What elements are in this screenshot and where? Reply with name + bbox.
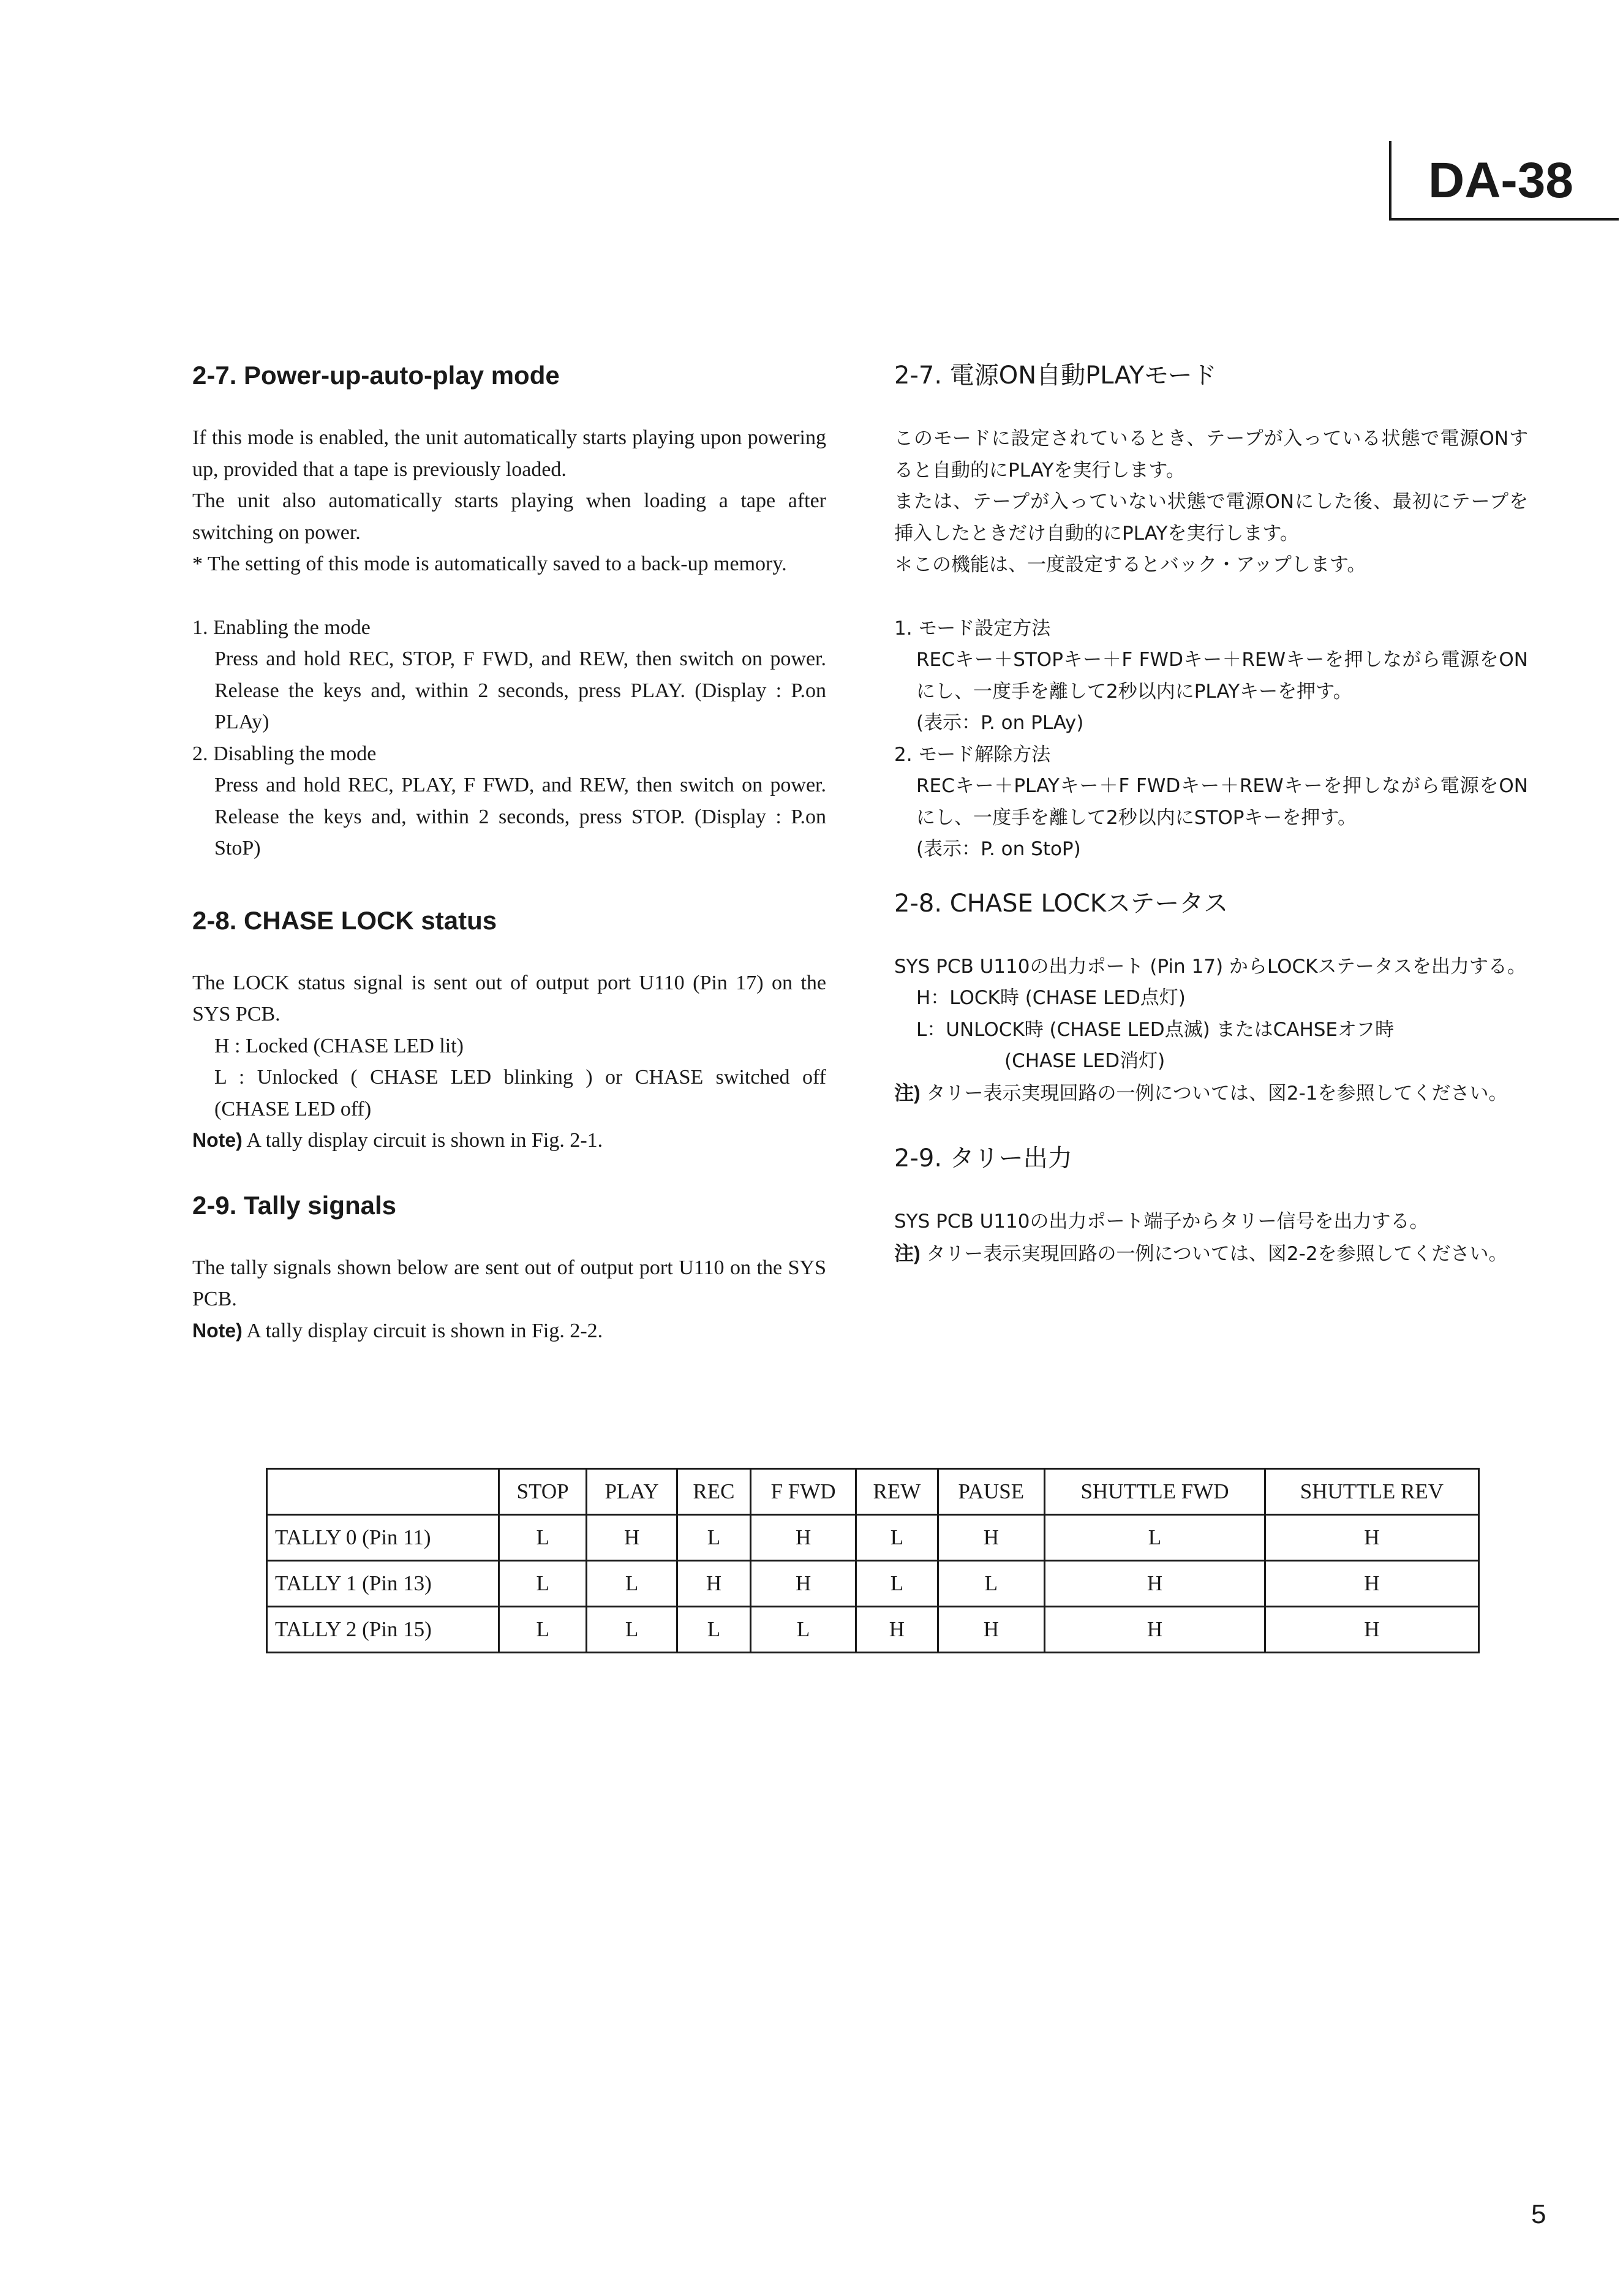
table-header: SHUTTLE FWD xyxy=(1045,1469,1265,1515)
table-cell: L xyxy=(587,1561,677,1607)
section-2-7-note: * The setting of this mode is automatically saved to a back-up memory. xyxy=(192,553,787,575)
lock-high-state: H : Locked (CHASE LED lit) xyxy=(214,1034,464,1057)
section-2-7-note-ja: ＊この機能は、一度設定するとバック・アップします。 xyxy=(894,554,1366,576)
table-cell: H xyxy=(856,1607,938,1653)
enable-mode-label-ja: 1. モード設定方法 xyxy=(894,617,1051,640)
table-header: PAUSE xyxy=(938,1469,1045,1515)
disable-mode-display-ja: (表示：P. on StoP) xyxy=(916,838,1081,860)
note-text-ja: タリー表示実現回路の一例については、図2-2を参照してください。 xyxy=(926,1242,1508,1265)
table-row xyxy=(267,1607,1479,1653)
section-2-7-paragraph-1: If this mode is enabled, the unit automatically starts playing upon powering up, provided that a tape is previously loaded. xyxy=(192,426,826,481)
section-2-9-title: 2-9. Tally signals xyxy=(192,1190,397,1220)
section-2-9-paragraph: The tally signals shown below are sent out of output port U110 on the SYS PCB. xyxy=(192,1256,826,1310)
table-header-row xyxy=(267,1469,1479,1515)
section-2-7-title-ja: 2-7. 電源ON自動PLAYモード xyxy=(894,361,1217,390)
english-column xyxy=(192,358,826,1346)
section-2-7-title: 2-7. Power-up-auto-play mode xyxy=(192,361,560,390)
section-2-8-title: 2-8. CHASE LOCK status xyxy=(192,905,497,935)
table-cell: H xyxy=(750,1561,856,1607)
table-cell: L xyxy=(499,1561,587,1607)
section-2-9-title-ja: 2-9. タリー出力 xyxy=(894,1144,1072,1173)
table-cell: L xyxy=(677,1607,750,1653)
section-2-8-paragraph: The LOCK status signal is sent out of output port U110 (Pin 17) on the SYS PCB. xyxy=(192,971,826,1025)
lock-low-state-2-ja: (CHASE LED消灯) xyxy=(1004,1050,1165,1072)
disable-mode-label: 2. Disabling the mode xyxy=(192,742,377,765)
section-2-7-paragraph-1-ja: このモードに設定されているとき、テープが入っている状態で電源ONすると自動的にPLAYを実行します。 xyxy=(894,428,1528,481)
japanese-column xyxy=(894,358,1528,1270)
table-cell: H xyxy=(1045,1607,1265,1653)
enable-mode-text: Press and hold REC, STOP, F FWD, and REW, then switch on power. Release the keys and, within 2 seconds, press PLAY. (Display : P.on PLAy) xyxy=(214,648,826,733)
table-row xyxy=(267,1515,1479,1561)
table-corner-cell xyxy=(267,1469,499,1515)
table-cell: H xyxy=(938,1607,1045,1653)
section-2-7-paragraph-2-ja: または、テープが入っていない状態で電源ONにした後、最初にテープを挿入したときだけ自動的にPLAYを実行します。 xyxy=(894,491,1528,545)
disable-mode-label-ja: 2. モード解除方法 xyxy=(894,743,1051,766)
note-text: A tally display circuit is shown in Fig. 2-1. xyxy=(246,1129,603,1152)
row-label: TALLY 2 (Pin 15) xyxy=(267,1607,499,1653)
table-cell: H xyxy=(750,1515,856,1561)
table-cell: L xyxy=(499,1607,587,1653)
section-2-8-note-ja xyxy=(894,1078,1528,1110)
table-cell: L xyxy=(856,1515,938,1561)
table-cell: L xyxy=(938,1561,1045,1607)
table-header: STOP xyxy=(499,1469,587,1515)
table-cell: L xyxy=(677,1515,750,1561)
table-header: REW xyxy=(856,1469,938,1515)
note-label-ja: 注) xyxy=(894,1081,921,1104)
table-cell: H xyxy=(587,1515,677,1561)
model-name: DA-38 xyxy=(1389,141,1619,221)
table-header: PLAY xyxy=(587,1469,677,1515)
disable-mode-text-ja: RECキー＋PLAYキー＋F FWDキー＋REWキーを押しながら電源をONにし、一度手を離して2秒以内にSTOPキーを押す。 xyxy=(916,775,1528,829)
table-row xyxy=(267,1561,1479,1607)
table-cell: L xyxy=(587,1607,677,1653)
section-2-7-paragraph-2: The unit also automatically starts playing when loading a tape after switching on power. xyxy=(192,489,826,544)
table-header: SHUTTLE REV xyxy=(1265,1469,1478,1515)
section-2-9-note-ja xyxy=(894,1238,1528,1271)
note-text: A tally display circuit is shown in Fig. 2-2. xyxy=(246,1319,603,1342)
table-cell: L xyxy=(750,1607,856,1653)
disable-mode-text: Press and hold REC, PLAY, F FWD, and REW, then switch on power. Release the keys and, within 2 seconds, press STOP. (Display : P.on StoP) xyxy=(214,774,826,859)
table-cell: H xyxy=(1265,1561,1478,1607)
table-cell: H xyxy=(677,1561,750,1607)
lock-low-state-ja: L：UNLOCK時 (CHASE LED点滅) またはCAHSEオフ時 xyxy=(916,1018,1395,1041)
enable-mode-text-ja: RECキー＋STOPキー＋F FWDキー＋REWキーを押しながら電源をONにし、一度手を離して2秒以内にPLAYキーを押す。 xyxy=(916,649,1528,703)
table-cell: H xyxy=(1265,1515,1478,1561)
enable-mode-label: 1. Enabling the mode xyxy=(192,616,371,639)
section-2-8-title-ja: 2-8. CHASE LOCKステータス xyxy=(894,889,1229,918)
note-label: Note) xyxy=(192,1129,243,1151)
table-cell: L xyxy=(856,1561,938,1607)
section-2-9-paragraph-ja: SYS PCB U110の出力ポート端子からタリー信号を出力する。 xyxy=(894,1210,1429,1233)
lock-low-state: L : Unlocked ( CHASE LED blinking ) or CHASE switched off (CHASE LED off) xyxy=(214,1066,826,1120)
lock-high-state-ja: H：LOCK時 (CHASE LED点灯) xyxy=(916,987,1186,1009)
note-label-ja: 注) xyxy=(894,1242,921,1264)
table-cell: H xyxy=(1045,1561,1265,1607)
table-cell: L xyxy=(499,1515,587,1561)
section-2-9-note xyxy=(192,1315,826,1347)
section-2-8-paragraph-ja: SYS PCB U110の出力ポート (Pin 17) からLOCKステータスを出力する。 xyxy=(894,955,1526,978)
row-label: TALLY 0 (Pin 11) xyxy=(267,1515,499,1561)
row-label: TALLY 1 (Pin 13) xyxy=(267,1561,499,1607)
table-cell: H xyxy=(1265,1607,1478,1653)
table-cell: L xyxy=(1045,1515,1265,1561)
note-text-ja: タリー表示実現回路の一例については、図2-1を参照してください。 xyxy=(926,1082,1508,1105)
page-number: 5 xyxy=(1531,2199,1546,2229)
table-header: REC xyxy=(677,1469,750,1515)
tally-signal-table xyxy=(266,1468,1480,1653)
table-cell: H xyxy=(938,1515,1045,1561)
enable-mode-display-ja: (表示：P. on PLAy) xyxy=(916,712,1084,734)
table-header: F FWD xyxy=(750,1469,856,1515)
section-2-8-note xyxy=(192,1125,826,1157)
note-label: Note) xyxy=(192,1319,243,1342)
